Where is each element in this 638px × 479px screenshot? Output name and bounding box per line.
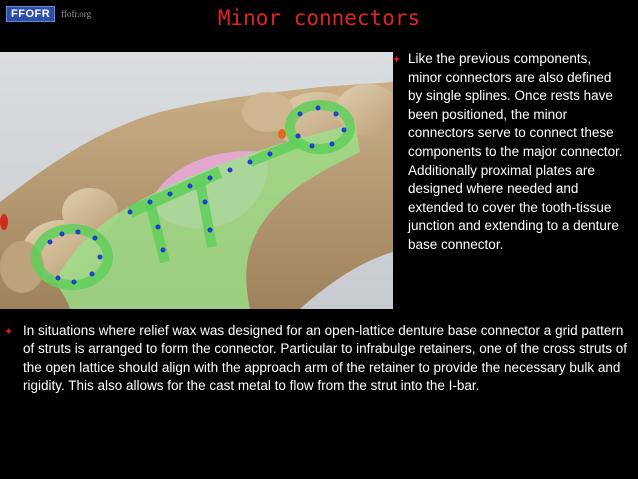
bullet-star-icon: ✦ [392, 54, 402, 66]
dental-cad-image [0, 52, 393, 309]
bottom-bullet-list [4, 322, 634, 396]
bullet-text: In situations where relief wax was designed for an open-lattice denture base connector a grid pattern of struts is arranged to form the connector. Particular to infrabulge retainers, one of the cross struts of the open lattice should align with the approach arm of the retainer to provide the necessary bulk and rigidity. This also allows for the cast metal to flow from the strut into the I-bar. [23, 323, 628, 394]
bullet-item-minor-connectors [392, 50, 628, 255]
slide-title: Minor connectors [217, 6, 421, 30]
right-bullet-list [392, 50, 628, 255]
logo-mark: FFOFR [6, 6, 55, 22]
bullet-item-open-lattice [4, 322, 634, 396]
logo-site-text: ffofr.org [61, 9, 92, 19]
bullet-text: Like the previous components, minor connectors are also defined by single splines. Once rests have been positioned, the minor connectors serve to connect these components to the major connector. Additionally proximal plates are designed where needed and extended to cover the tooth-tissue junction and extending to a denture base connector. [408, 51, 623, 252]
bullet-star-icon: ✦ [4, 326, 14, 338]
